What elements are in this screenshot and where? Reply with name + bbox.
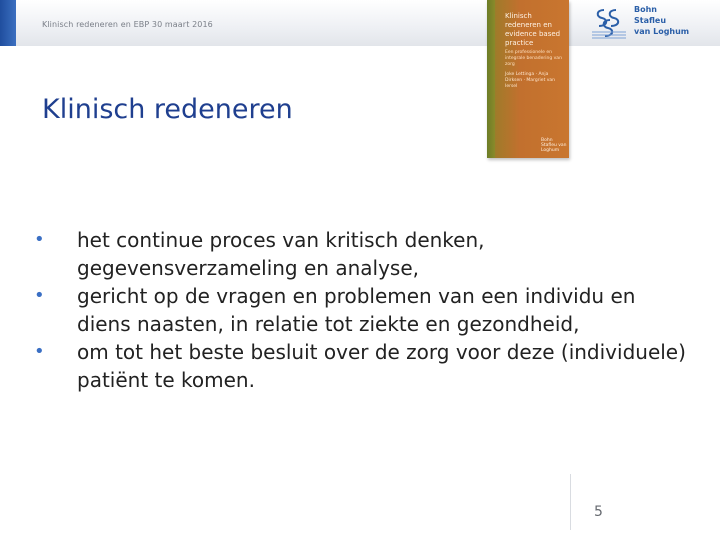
bullet-marker: • xyxy=(34,285,45,306)
bullet-marker: • xyxy=(34,341,45,362)
book-subtitle: Een professionele en integrale benadering van zorg xyxy=(505,50,562,67)
bullet-text: het continue proces van kritisch denken, gegevensverzameling en analyse, xyxy=(77,228,485,280)
bullet-list xyxy=(32,226,692,394)
header-caption: Klinisch redeneren en EBP 30 maart 2016 xyxy=(42,20,213,29)
book-publisher: Bohn Stafleu van Loghum xyxy=(541,138,567,153)
slide-title: Klinisch redeneren xyxy=(42,94,293,126)
footer-divider xyxy=(570,474,571,530)
book-title: Klinisch redeneren en evidence based practice xyxy=(505,12,561,47)
bullet-item xyxy=(32,338,692,394)
logo-line: Stafleu xyxy=(634,16,667,25)
header-accent-bar xyxy=(0,0,16,46)
book-spine xyxy=(487,0,495,158)
bullet-item xyxy=(32,282,692,338)
sss-logo-icon xyxy=(590,6,628,40)
bullet-marker: • xyxy=(34,229,45,250)
bullet-text: gericht op de vragen en problemen van een individu en diens naasten, in relatie tot ziekte en gezondheid, xyxy=(77,284,636,336)
bullet-item xyxy=(32,226,692,282)
logo-line: Bohn xyxy=(634,5,657,14)
page-number: 5 xyxy=(594,504,603,520)
bullet-text: om tot het beste besluit over de zorg voor deze (individuele) patiënt te komen. xyxy=(77,340,686,392)
book-authors: Joke Lettinga · Anja Dirksen · Margriet van Iersel xyxy=(505,72,556,89)
book-cover-image xyxy=(487,0,569,158)
publisher-logo-text xyxy=(634,4,689,37)
logo-line: van Loghum xyxy=(634,27,690,36)
